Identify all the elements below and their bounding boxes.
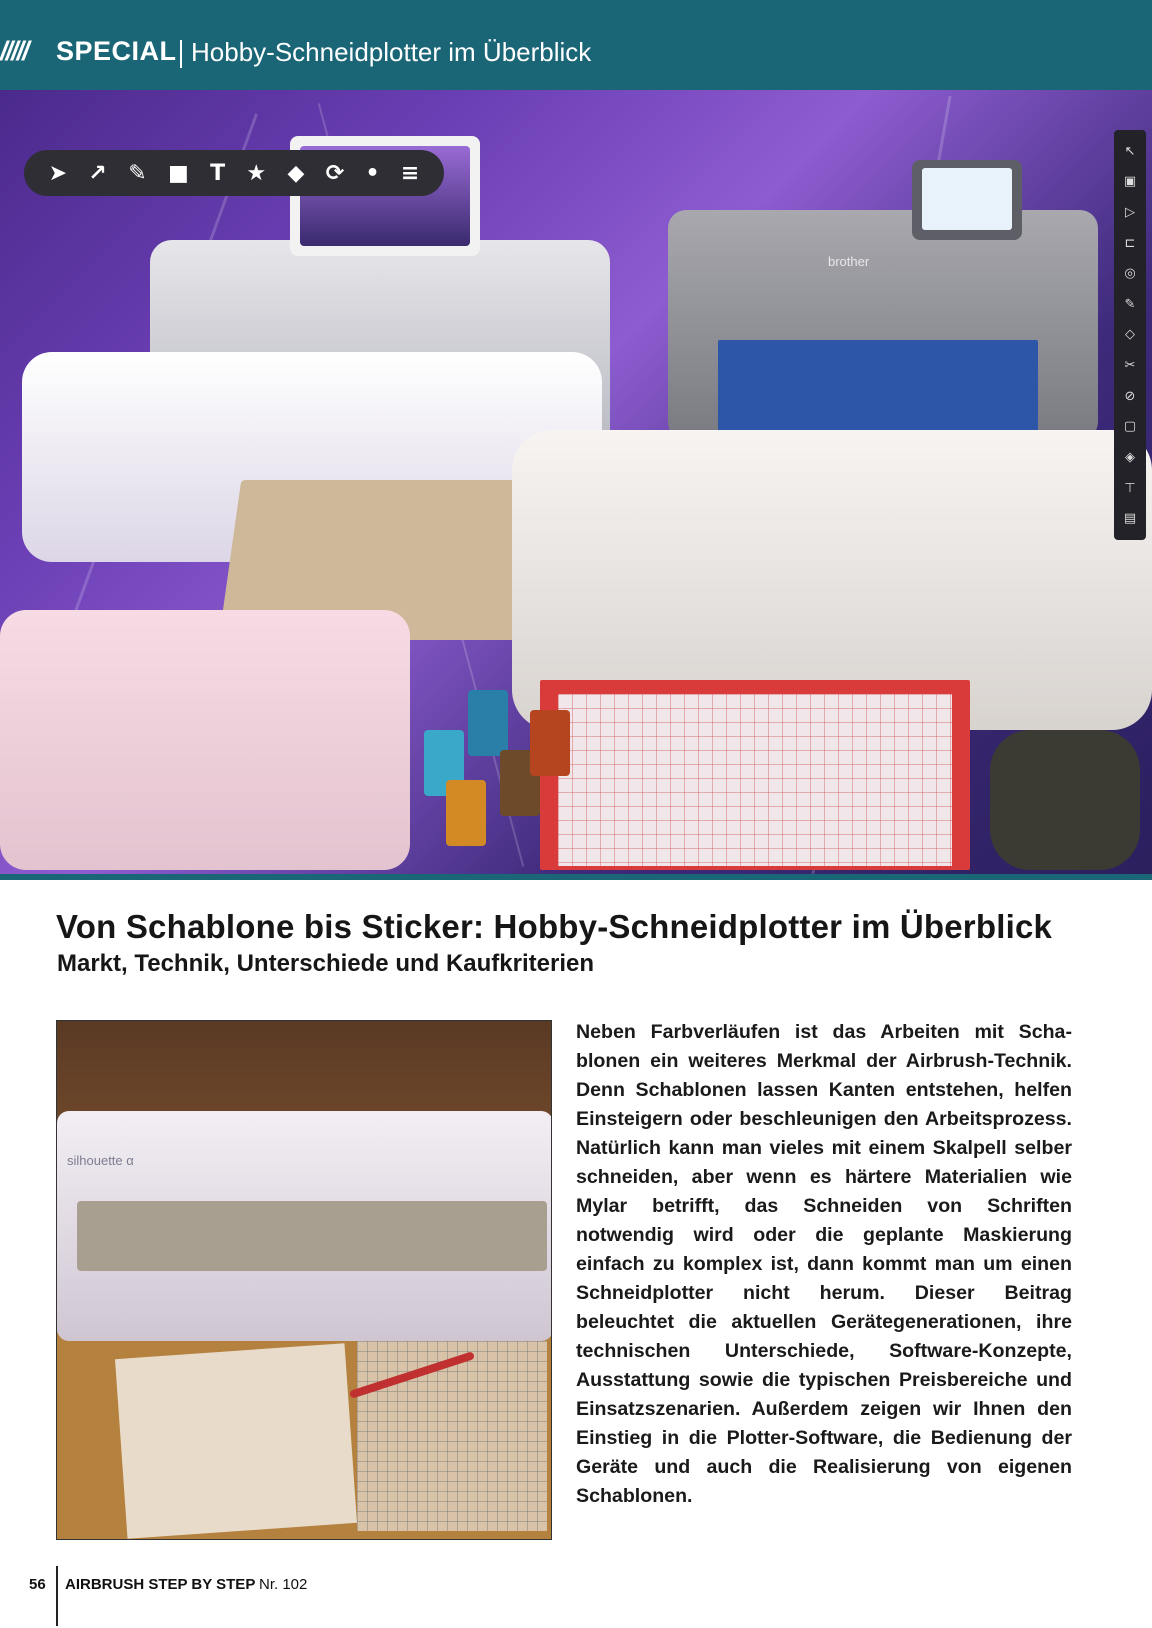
section-label: SPECIAL xyxy=(56,36,177,66)
plotter-carriage xyxy=(77,1201,547,1271)
header-divider xyxy=(180,40,182,68)
plotter-brand-label: silhouette α xyxy=(67,1153,134,1168)
bracket-icon: ⊏ xyxy=(1124,235,1136,251)
software-toolbar xyxy=(24,150,444,196)
star-icon: ★ xyxy=(246,160,267,186)
type-icon: ⊤ xyxy=(1124,480,1136,496)
cutting-mat-grid xyxy=(558,694,952,866)
brother-logo: brother xyxy=(828,254,870,269)
frame-icon: ▣ xyxy=(1123,174,1137,190)
paint-bottle xyxy=(530,710,570,776)
stencil-grid-sheet xyxy=(357,1341,547,1531)
hero-collage-image xyxy=(0,90,1152,880)
brother-display xyxy=(922,168,1012,230)
article-title: Von Schablone bis Sticker: Hobby-Schneidplotter im Überblick xyxy=(56,908,1053,945)
align-icon: ≡ xyxy=(400,160,420,186)
diamond-icon: ◇ xyxy=(1125,327,1135,343)
stencil-sheet xyxy=(115,1343,357,1539)
pencil-icon: ✎ xyxy=(1124,296,1136,312)
scissors-icon: ✂ xyxy=(1124,358,1136,374)
section-header-band xyxy=(0,0,1152,90)
eraser-icon: ⊘ xyxy=(1124,388,1136,404)
inset-photo xyxy=(56,1020,552,1540)
article-subtitle: Markt, Technik, Unterschiede und Kaufkriterien xyxy=(57,950,595,977)
target-icon: ◎ xyxy=(1124,266,1136,282)
points-icon: • xyxy=(365,160,380,186)
play-icon: ▷ xyxy=(1125,205,1135,221)
article-body: Neben Farbverläufen ist das Arbeiten mit Schablonen ein weiteres Merkmal der Airbrush-Technik. Denn Schablonen lassen Kanten entstehen, helfen Einsteigern oder beschleunigen den Arbeitsprozess. Natürlich kann man vieles mit einem Skalpell selber schneiden, aber wenn es härtere Materialien wie Mylar betrifft, das Schneiden von Schriften notwendig wird oder die geplante Maskierung einfach zu komplex ist, dann kommt man um einen Schneidplotter nicht herum. Dieser Beitrag beleuchtet die aktuellen Gerätegenerationen, ihre technischen Unterschiede, Software-Konzepte, Ausstattung sowie die typischen Preisbereiche und Einsatzszenarien. Außerdem zeigen wir Ihnen den Einstieg in die Plotter-Software, die Bedienung der Geräte und auch die Realisierung von eigenen Schablonen. xyxy=(576,1021,1072,1507)
pink-plotter xyxy=(0,610,410,870)
software-side-toolbar xyxy=(1114,130,1146,540)
page-number: 56 xyxy=(29,1576,46,1593)
image-icon: ▤ xyxy=(1123,511,1137,527)
select-icon: ↖ xyxy=(1124,143,1136,159)
section-topic: Hobby-Schneidplotter im Überblick xyxy=(191,37,592,67)
paint-bottle xyxy=(446,780,486,846)
pointer-icon: ➤ xyxy=(48,160,68,186)
pen-icon: ✎ xyxy=(128,160,147,186)
shapes-icon: ◆ xyxy=(287,160,305,186)
rotate-icon: ⟳ xyxy=(325,160,345,186)
rectangle-icon: ▢ xyxy=(1123,419,1137,435)
paint-bottle xyxy=(468,690,508,756)
issue-number: Nr. 102 xyxy=(259,1576,308,1593)
footer-divider xyxy=(56,1566,58,1626)
pattern-icon: ◈ xyxy=(1125,449,1135,465)
header-slashes: ///// xyxy=(0,36,28,66)
square-icon: ■ xyxy=(167,160,189,186)
magazine-name: AIRBRUSH STEP BY STEP xyxy=(65,1576,256,1593)
text-icon: T xyxy=(210,160,226,186)
compressor xyxy=(990,730,1140,870)
node-icon: ↗ xyxy=(88,160,107,186)
